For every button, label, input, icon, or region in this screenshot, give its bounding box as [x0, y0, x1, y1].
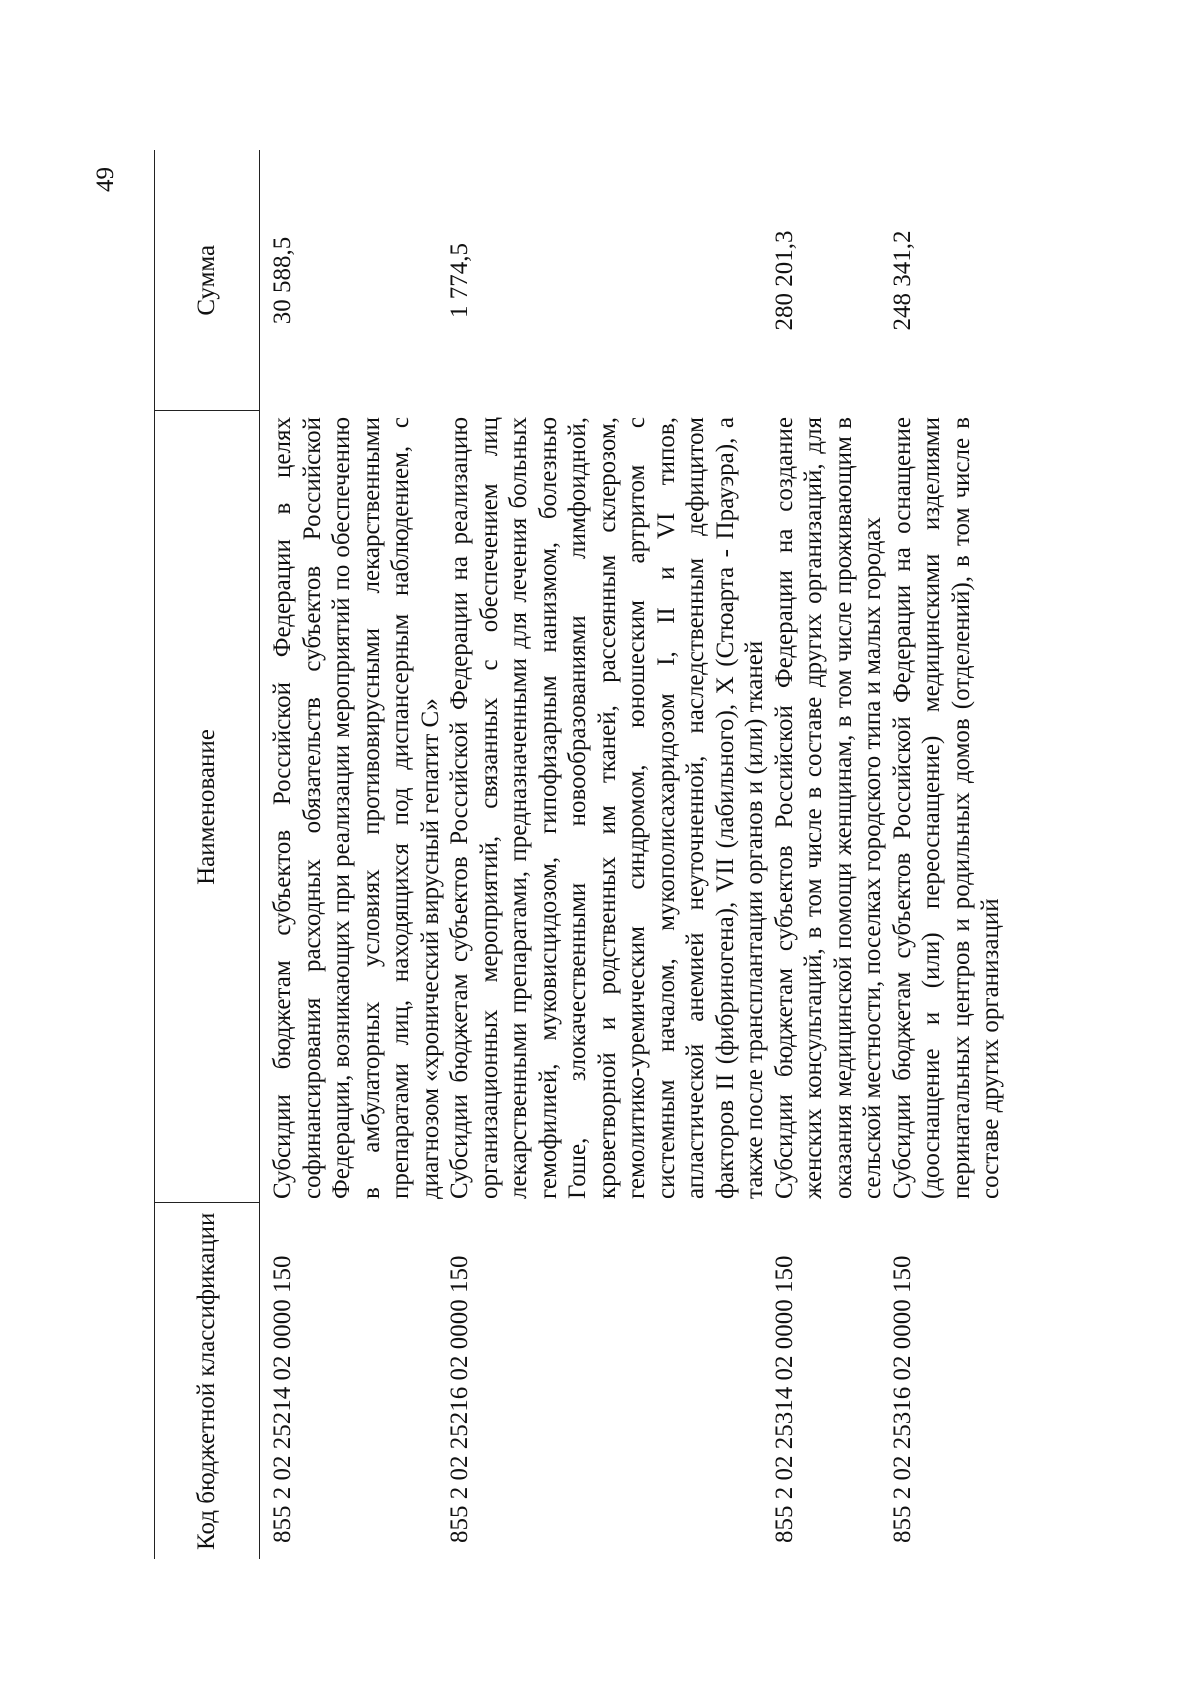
header-code: Код бюджетной классификации [155, 1203, 260, 1559]
row-code: 855 2 02 25316 02 0000 150 [888, 1255, 916, 1543]
row-name: Субсидии бюджетам субъектов Российской Федерации в целях софинансирования расходных обязательств субъектов Российской Федерации, возникающих при реализации мероприятий по обеспечению в амбулаторных условиях противовирусными лекарственными препаратами лиц, находящихся под диспансерным наблюдением, с диагнозом «хронический вирусный гепатит С» [269, 417, 444, 1199]
page-number: 49 [92, 167, 119, 192]
row-name: Субсидии бюджетам субъектов Российской Федерации на создание женских консультаций, в том числе в составе других организаций, для оказания медицинской помощи женщинам, в том числе проживающим в сельской местности, поселках городского типа и малых городах [770, 417, 886, 1199]
table-row [260, 150, 446, 1559]
table-row [888, 150, 1006, 1559]
row-sum: 280 201,3 [770, 230, 798, 331]
header-sum: Сумма [155, 150, 260, 411]
row-code: 855 2 02 25314 02 0000 150 [770, 1255, 798, 1543]
row-name: Субсидии бюджетам субъектов Российской Федерации на реализацию организационных мероприятий, связанных с обеспечением лиц лекарственными препаратами, предназначенными для лечения больных гемофилией, муковисцидозом, гипофизарным нанизмом, болезнью Гоше, злокачественными новообразованиями лимфоидной, кроветворной и родственных им тканей, рассеянным склерозом, гемолитико-уремическим синдромом, юношеским артритом с системным началом, мукополисахаридозом I, II и VI типов, апластической анемией неуточненной, наследственным дефицитом факторов II (фибриногена), VII (лабильного), X (Стюарта - Прауэра), а также после трансплантации органов и (или) тканей [446, 417, 768, 1199]
row-sum: 248 341,2 [888, 230, 916, 331]
table-row [770, 150, 888, 1559]
budget-table [154, 150, 1006, 1559]
table-row [445, 150, 770, 1559]
row-name: Субсидии бюджетам субъектов Российской Федерации на оснащение (дооснащение и (или) переоснащение) медицинскими изделиями перинатальных центров и родильных домов (отделений), в том числе в составе других организаций [888, 417, 1004, 1199]
header-name: Наименование [155, 411, 260, 1203]
row-code: 855 2 02 25216 02 0000 150 [446, 1255, 473, 1543]
row-sum: 1 774,5 [446, 243, 473, 318]
row-code: 855 2 02 25214 02 0000 150 [269, 1255, 296, 1543]
table-header-row [155, 150, 260, 1559]
row-sum: 30 588,5 [269, 236, 296, 325]
